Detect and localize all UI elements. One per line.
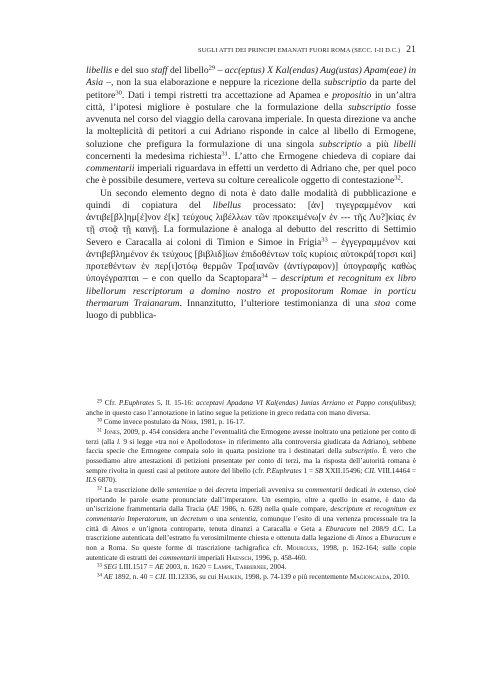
body-paragraph: libellis e del suo staff del libello$^{29}$ – acc(eptus) X Kal(endas) Aug(ustas) Apam(eae) in Asia –, non la sua elaborazione e neppure la ricezione della subscriptio da parte del petitore$^{30}$. Dati i tempi ristretti tra accettazione ad Apamea e propositio in un’altra città, l’ipotesi migliore è postulare che la formulazione della subscriptio fosse avvenuta nel corso del viaggio della carovana imperiale. In questa direzione va anche la molteplicità di petitori a cui Adriano risponde in calce al libello di Ermogene, soluzione che prefigura la formulazione di una singola subscriptio a più libelli concernenti la medesima richiesta$^{31}$. L’atto che Ermogene chiedeva di copiare dai commentarii imperiali riguardava in effetti un verdetto di Adriano che, per quel poco che è possibile desumere, verteva su colture cerealicole oggetto di contestazione$^{32}$. <box>86 64 417 187</box>
main-text <box>86 65 416 322</box>
footnote: $^{29}$ Cfr. P.Euphrates 5, ll. 15-16: acceptavi Apadana VI Kal(endas) Iunias Arriano et Pappo cons(ulibus); anche in questo caso l’annotazione in latino segue la petizione in greco redatta con mano diversa. <box>86 398 416 417</box>
footnotes <box>86 398 416 581</box>
page-number: 21 <box>406 45 416 55</box>
footnote: $^{33}$ SEG LIII.1517 = AE 2003, n. 1620 = Lampe, Tabbernee, 2004. <box>97 562 287 572</box>
footnote: $^{34}$ AE 1892, n. 40 = CIL III.12336, su cui Hauken, 1998, p. 74-139 e più recentemente Magioncalda, 2010. <box>97 571 410 581</box>
footnote: $^{30}$ Come invece postulato da Nörr, 1981, p. 16-17. <box>97 417 245 427</box>
body-paragraph: Un secondo elemento degno di nota è dato dalle modalità di pubblicazione e quindi di copiatura del libellus processato: [ἀν] τιγεγραμμένον καὶ ἀντιβε[βλ]ημ[έ]νον ἐ[κ] τεύχους λιβέλλων τῶν προκειμένω[ν ἐν --- τῆς Λυ?]κίας ἐν τῇ στοᾷ τῇ καινῇ. La formulazione è analoga al debutto del rescritto di Settimio Severo e Caracalla ai coloni di Timion e Simoe in Frigia$^{33}$ – ἐγγεγραμμένον καὶ ἀντιβεβλημένον ἐκ τεύχους [βιβλιδ]ίων ἐπιδοθέντων τοῖς κυρίοις αὐτοκρά[τορσι καὶ] προτεθέντων ἐν περ[ι]στόῳ θερμῶν Τρα[ιανῶν (ἀντίγραφον)] ὑπογραφῆς καθὼς ὑπογέγραπται – e con quello da Scaptopara$^{34}$ – descriptum et recognitum ex libro libellorum rescriptorum a domino nostro et propositorum Romae in porticu thermarum Traianarum. Innanzitutto, l’ulteriore testimonianza di una stoa come luogo di pubblica- <box>86 187 417 321</box>
footnote: $^{31}$ Jones, 2009, p. 454 considera anche l’eventualità che Ermogene avesse inoltrato una petizione per conto di terzi (alla l. 9 si legge «tra noi e Apollodotos» in riferimento alla controversia giudicata da Adriano), sebbene faccia specie che Ermogene compaia solo in quarta posizione tra i destinatari della subscriptio. È vero che possediamo altre attestazioni di petizioni presentate per conto di terzi, ma la risposta dell’autorità romana è sempre rivolta in questi casi al petitore autore del libello (cfr. P.Euphrates 1 = SB XXII.15496; CIL VIII.14464 = ILS 6870). <box>86 426 416 485</box>
running-header <box>86 45 416 57</box>
running-title: SUGLI ATTI DEI PRINCIPI EMANATI FUORI ROMA (SECC. I-II D.C.) <box>198 47 401 54</box>
footnote: $^{32}$ La trascrizione delle sententiae o dei decreta imperiali avveniva su commentarii dedicati in extenso, cioè riportando le parole esatte pronunciate dall’imperatore. Un esempio, oltre a quello in esame, è dato da un’iscrizione frammentaria dalla Tracia (AE 1986, n. 628) nella quale compare, descriptum et recognitum ex commentario Imperatorum, un decretum o una sententia, comunque l’esito di una vertenza processuale tra la città di Ainos e un’ignota controparte, tenuta dinanzi a Caracalla e Geta a Eburacum nel 208/9 d.C. La trascrizione autenticata dell’estratto fu verosimilmente chiesta e ottenuta dalla legazione di Ainos a Eburacum e non a Roma. Su queste forme di trascrizione tachigrafica cfr. Mourgues, 1998, p. 162-164; sulle copie autenticate di estratti dei commentarii imperiali Haensch, 1996, p. 458-460. <box>86 484 417 562</box>
